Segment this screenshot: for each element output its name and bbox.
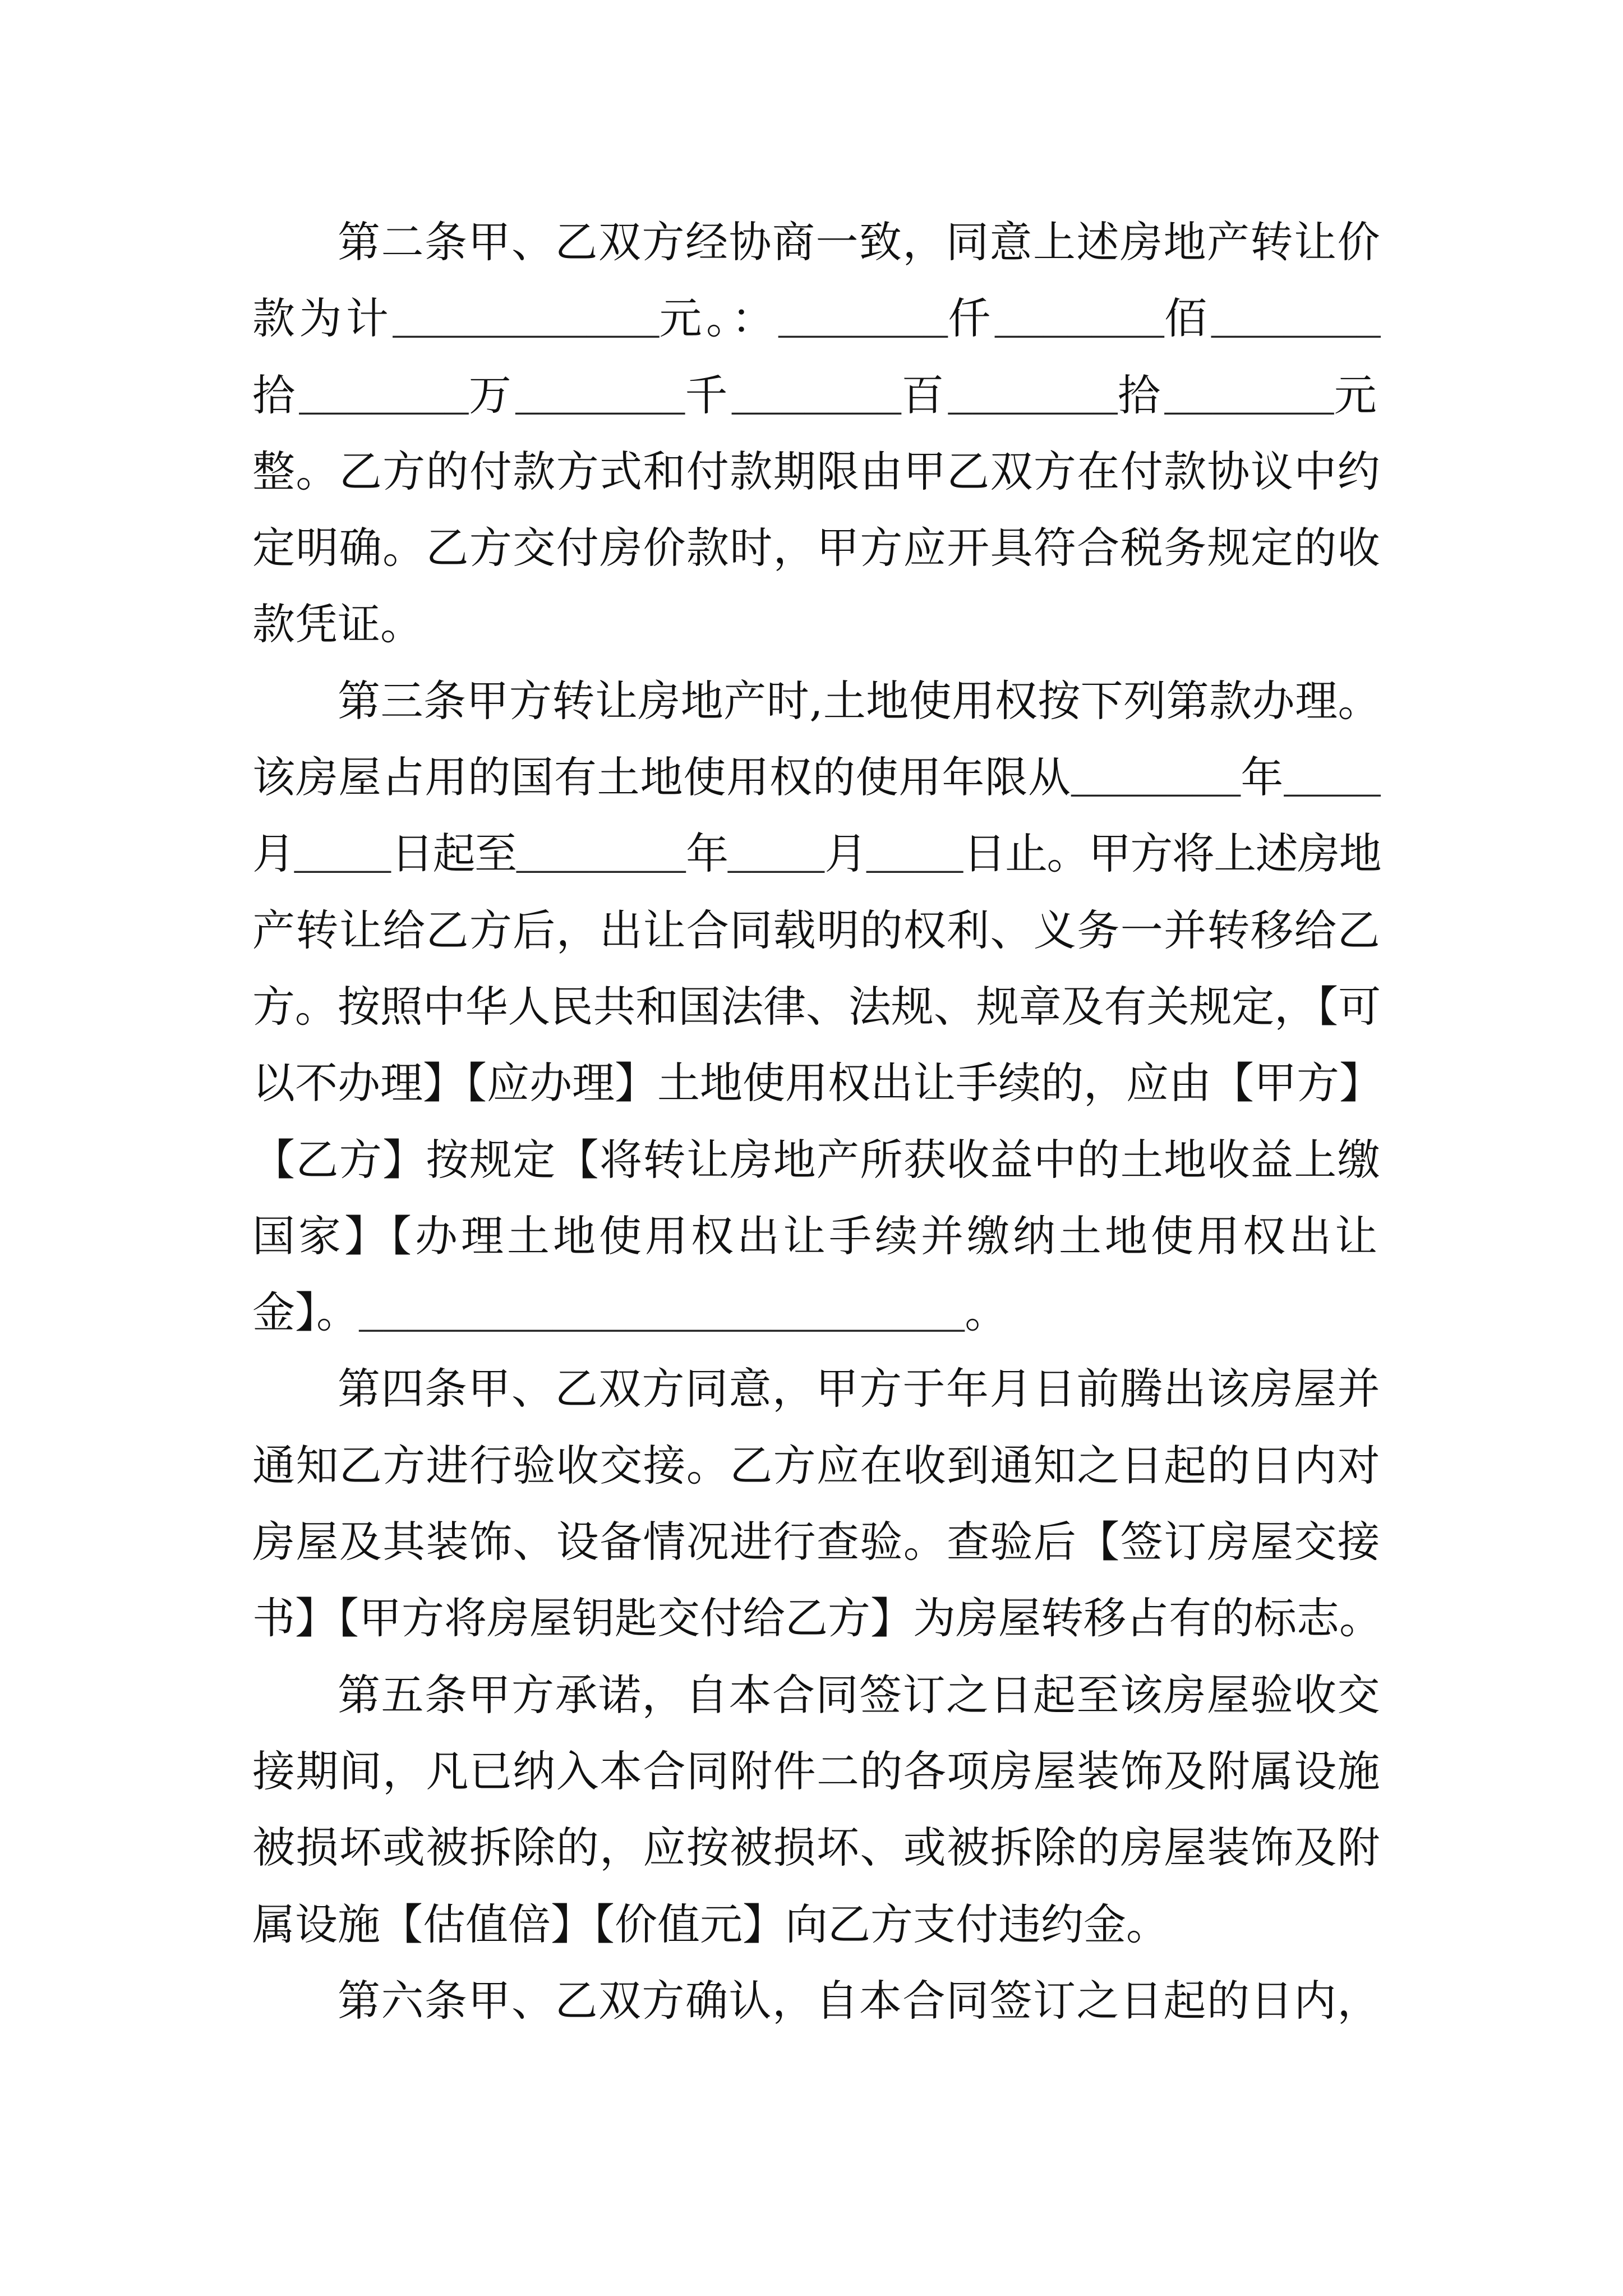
line-text xyxy=(252,739,1381,820)
text-segment: 万 xyxy=(468,370,516,420)
text-segment: 第三条甲方转让房地产时,土地使用权按下列第款办理。 xyxy=(338,675,1381,726)
fill-in-blank: _______ xyxy=(778,300,948,346)
text-segment: 整。乙方的付款方式和付款期限由甲乙双方在付款协议中约 xyxy=(252,446,1381,496)
text-line xyxy=(252,1504,1381,1580)
text-segment: 款为计 xyxy=(252,293,393,344)
text-segment: 拾 xyxy=(252,370,299,420)
line-text xyxy=(252,586,423,662)
text-segment: 方。按照中华人民共和国法律、法规、规章及有关规定，【可 xyxy=(252,981,1381,1032)
text-segment: 属设施【估值倍】【价值元】向乙方支付违约金。 xyxy=(252,1899,1169,1949)
text-line xyxy=(252,816,1381,892)
line-text xyxy=(252,1810,1381,1886)
article-2-paragraph xyxy=(252,204,1381,663)
line-text xyxy=(252,357,1381,438)
text-segment: 千 xyxy=(685,370,732,420)
text-line xyxy=(252,1045,1381,1121)
fill-in-blank: ____ xyxy=(866,835,963,881)
line-text xyxy=(338,1963,1381,2039)
text-segment: 第二条甲、乙双方经协商一致，同意上述房地产转让价 xyxy=(338,217,1381,267)
fill-in-blank: _________________________ xyxy=(359,1294,965,1340)
fill-in-blank: _______ xyxy=(1164,376,1334,422)
fill-in-blank: _______ xyxy=(1071,758,1241,805)
text-line xyxy=(252,510,1381,586)
text-line xyxy=(252,739,1381,816)
text-segment: 元。： xyxy=(659,293,778,344)
text-segment: 被损坏或被拆除的，应按被损坏、或被拆除的房屋装饰及附 xyxy=(252,1823,1381,1873)
text-segment: 接期间，凡已纳入本合同附件二的各项房屋装饰及附属设施 xyxy=(252,1746,1381,1796)
contract-body xyxy=(252,204,1381,2039)
text-line xyxy=(252,357,1381,434)
text-segment: 元 xyxy=(1334,370,1381,420)
article-4-paragraph xyxy=(252,1351,1381,1657)
text-segment: 第五条甲方承诺，自本合同签订之日起至该房屋验收交 xyxy=(338,1669,1381,1720)
article-5-paragraph xyxy=(252,1657,1381,1963)
line-text xyxy=(252,1428,1381,1504)
fill-in-blank: _______ xyxy=(515,376,685,422)
article-3-paragraph xyxy=(252,663,1381,1351)
text-segment: 国家】【办理土地使用权出让手续并缴纳土地使用权出让 xyxy=(252,1211,1381,1261)
text-segment: 产转让给乙方后，出让合同载明的权利、义务一并转移给乙 xyxy=(252,905,1381,955)
line-text xyxy=(252,969,1381,1045)
line-text xyxy=(338,1657,1381,1733)
text-line xyxy=(252,1428,1381,1504)
text-line xyxy=(252,1274,1381,1351)
text-segment: 第四条甲、乙双方同意，甲方于年月日前腾出该房屋并 xyxy=(338,1364,1381,1414)
text-segment: 。 xyxy=(965,1287,1008,1338)
text-segment: 款凭证。 xyxy=(252,599,423,650)
text-line xyxy=(252,1810,1381,1886)
text-segment: 通知乙方进行验收交接。乙方应在收到通知之日起的日内对 xyxy=(252,1440,1381,1490)
line-text xyxy=(252,1733,1381,1810)
text-segment: 月 xyxy=(252,829,294,879)
text-segment: 年 xyxy=(1241,752,1284,803)
fill-in-blank: _______ xyxy=(1211,300,1381,346)
text-line xyxy=(252,586,1381,662)
fill-in-blank: ____ xyxy=(727,835,825,881)
text-line xyxy=(252,204,1381,280)
text-segment: 房屋及其装饰、设备情况进行查验。查验后【签订房屋交接 xyxy=(252,1517,1381,1567)
text-line xyxy=(252,969,1381,1045)
text-segment: 佰 xyxy=(1164,293,1211,344)
text-segment: 日起至 xyxy=(391,829,517,879)
text-segment: 金】。 xyxy=(252,1287,359,1338)
text-line xyxy=(252,1963,1381,2039)
text-segment: 第六条甲、乙双方确认，自本合同签订之日起的日内， xyxy=(338,1975,1381,2026)
fill-in-blank: _______ xyxy=(299,376,469,422)
fill-in-blank: _______ xyxy=(994,300,1165,346)
fill-in-blank: _______ xyxy=(948,376,1118,422)
fill-in-blank: ____ xyxy=(1284,758,1381,805)
text-segment: 年 xyxy=(686,829,728,879)
line-text xyxy=(252,510,1381,586)
line-text xyxy=(252,1887,1169,1963)
line-text xyxy=(252,1198,1381,1274)
line-text xyxy=(338,1351,1381,1427)
line-text xyxy=(252,816,1381,896)
line-text xyxy=(252,1045,1382,1121)
text-segment: 百 xyxy=(901,370,948,420)
text-segment: 【乙方】按规定【将转让房地产所获收益中的土地收益上缴 xyxy=(252,1134,1381,1185)
line-text xyxy=(252,280,1381,361)
line-text xyxy=(338,204,1381,280)
text-segment: 月 xyxy=(824,829,866,879)
line-text xyxy=(252,1580,1382,1657)
text-line xyxy=(252,280,1381,357)
text-segment: 日止。甲方将上述房地 xyxy=(963,829,1381,879)
line-text xyxy=(252,1274,1007,1355)
article-6-paragraph xyxy=(252,1963,1381,2039)
line-text xyxy=(338,663,1381,739)
text-line xyxy=(252,663,1381,739)
text-line xyxy=(252,1198,1381,1274)
line-text xyxy=(252,1504,1381,1580)
text-line xyxy=(252,1351,1381,1427)
fill-in-blank: _______ xyxy=(516,835,686,881)
text-line xyxy=(252,1887,1381,1963)
text-segment: 书】【甲方将房屋钥匙交付给乙方】为房屋转移占有的标志。 xyxy=(252,1593,1382,1644)
fill-in-blank: ___________ xyxy=(393,300,660,346)
text-line xyxy=(252,892,1381,969)
text-segment: 拾 xyxy=(1118,370,1165,420)
text-segment: 该房屋占用的国有土地使用权的使用年限从 xyxy=(252,752,1071,803)
text-segment: 以不办理】【应办理】土地使用权出让手续的，应由【甲方】 xyxy=(252,1058,1382,1108)
line-text xyxy=(252,892,1381,969)
text-segment: 仟 xyxy=(948,293,995,344)
text-line xyxy=(252,1657,1381,1733)
text-segment: 定明确。乙方交付房价款时，甲方应开具符合税务规定的收 xyxy=(252,523,1381,573)
line-text xyxy=(252,1122,1381,1198)
fill-in-blank: ____ xyxy=(294,835,391,881)
text-line xyxy=(252,1122,1381,1198)
fill-in-blank: _______ xyxy=(731,376,902,422)
text-line xyxy=(252,1733,1381,1810)
line-text xyxy=(252,434,1381,510)
text-line xyxy=(252,1580,1381,1657)
text-line xyxy=(252,434,1381,510)
